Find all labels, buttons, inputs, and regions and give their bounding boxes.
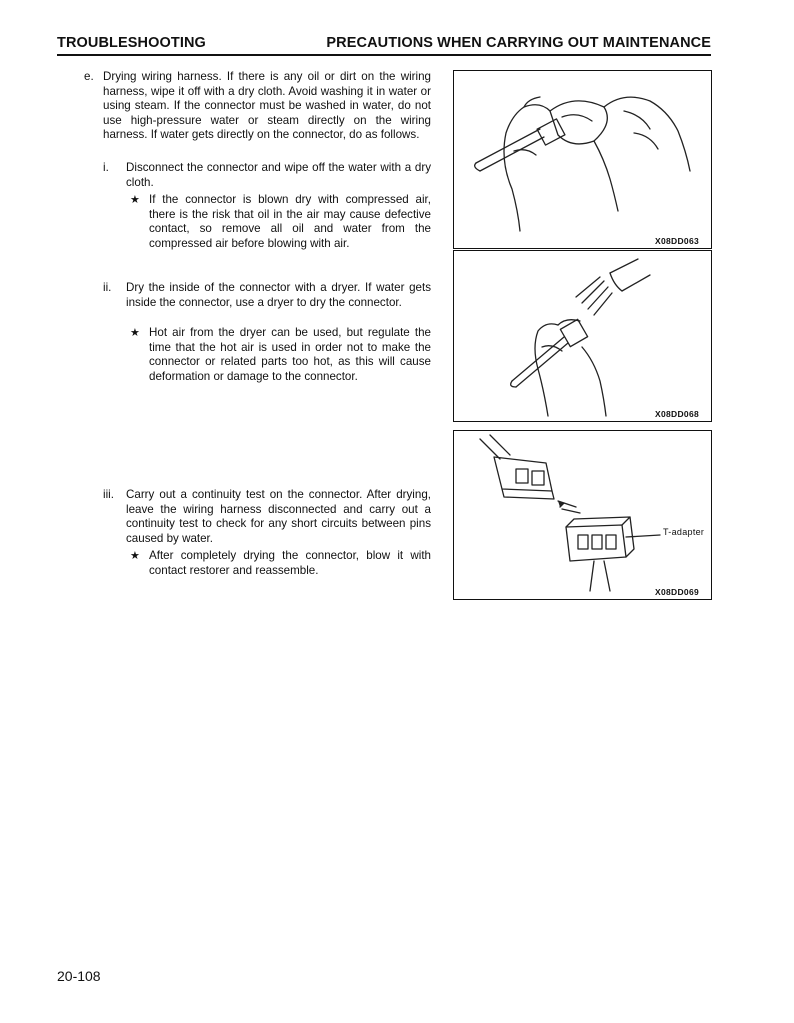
figure-code: X08DD063 — [655, 236, 699, 246]
star-icon: ★ — [130, 194, 140, 206]
figure-dryer — [453, 250, 712, 422]
step-i-marker: i. — [103, 161, 109, 174]
page-number: 20-108 — [57, 968, 101, 984]
hands-wiping-connector-icon — [454, 71, 711, 248]
step-i-note: If the connector is blown dry with compressed air, there is the risk that oil in the air may cause defective contact, so remove all oil and water from the compressed air before blowing with air. — [149, 193, 431, 250]
item-e-marker: e. — [84, 70, 94, 83]
figure-t-adapter — [453, 430, 712, 600]
star-icon: ★ — [130, 550, 140, 562]
step-i-text: Disconnect the connector and wipe off the water with a dry cloth. — [126, 161, 431, 189]
step-ii-marker: ii. — [103, 281, 112, 294]
section-title: TROUBLESHOOTING — [57, 35, 206, 51]
step-iii-marker: iii. — [103, 488, 114, 501]
figure-code: X08DD068 — [655, 409, 699, 419]
step-ii-text: Dry the inside of the connector with a dryer. If water gets inside the connector, use a dryer to dry the connector. — [126, 281, 431, 309]
dryer-on-connector-icon — [454, 251, 711, 421]
t-adapter-callout: T-adapter — [663, 527, 705, 537]
t-adapter-connector-icon — [454, 431, 711, 599]
item-e-text: Drying wiring harness. If there is any oil or dirt on the wiring harness, wipe it off with a dry cloth. Avoid washing it in water or using steam. If the connector must be washed in water, do not use high-pressure water or steam directly on the wiring harness. If water gets directly on the connector, do as follows. — [103, 70, 431, 142]
page-header — [57, 35, 711, 55]
figure-wiping-connector — [453, 70, 712, 249]
step-iii-text: Carry out a continuity test on the connector. After drying, leave the wiring harness disconnected and carry out a continuity test to check for any short circuits between pins caused by water. — [126, 488, 431, 545]
step-iii-note: After completely drying the connector, blow it with contact restorer and reassemble. — [149, 549, 431, 577]
header-rule — [57, 54, 711, 56]
star-icon: ★ — [130, 327, 140, 339]
step-ii-note: Hot air from the dryer can be used, but regulate the time that the hot air is used in order not to make the connector or related parts too hot, as this will cause deformation or damage to the connector. — [149, 326, 431, 383]
page-title: PRECAUTIONS WHEN CARRYING OUT MAINTENANCE — [326, 35, 711, 51]
figure-code: X08DD069 — [655, 587, 699, 597]
